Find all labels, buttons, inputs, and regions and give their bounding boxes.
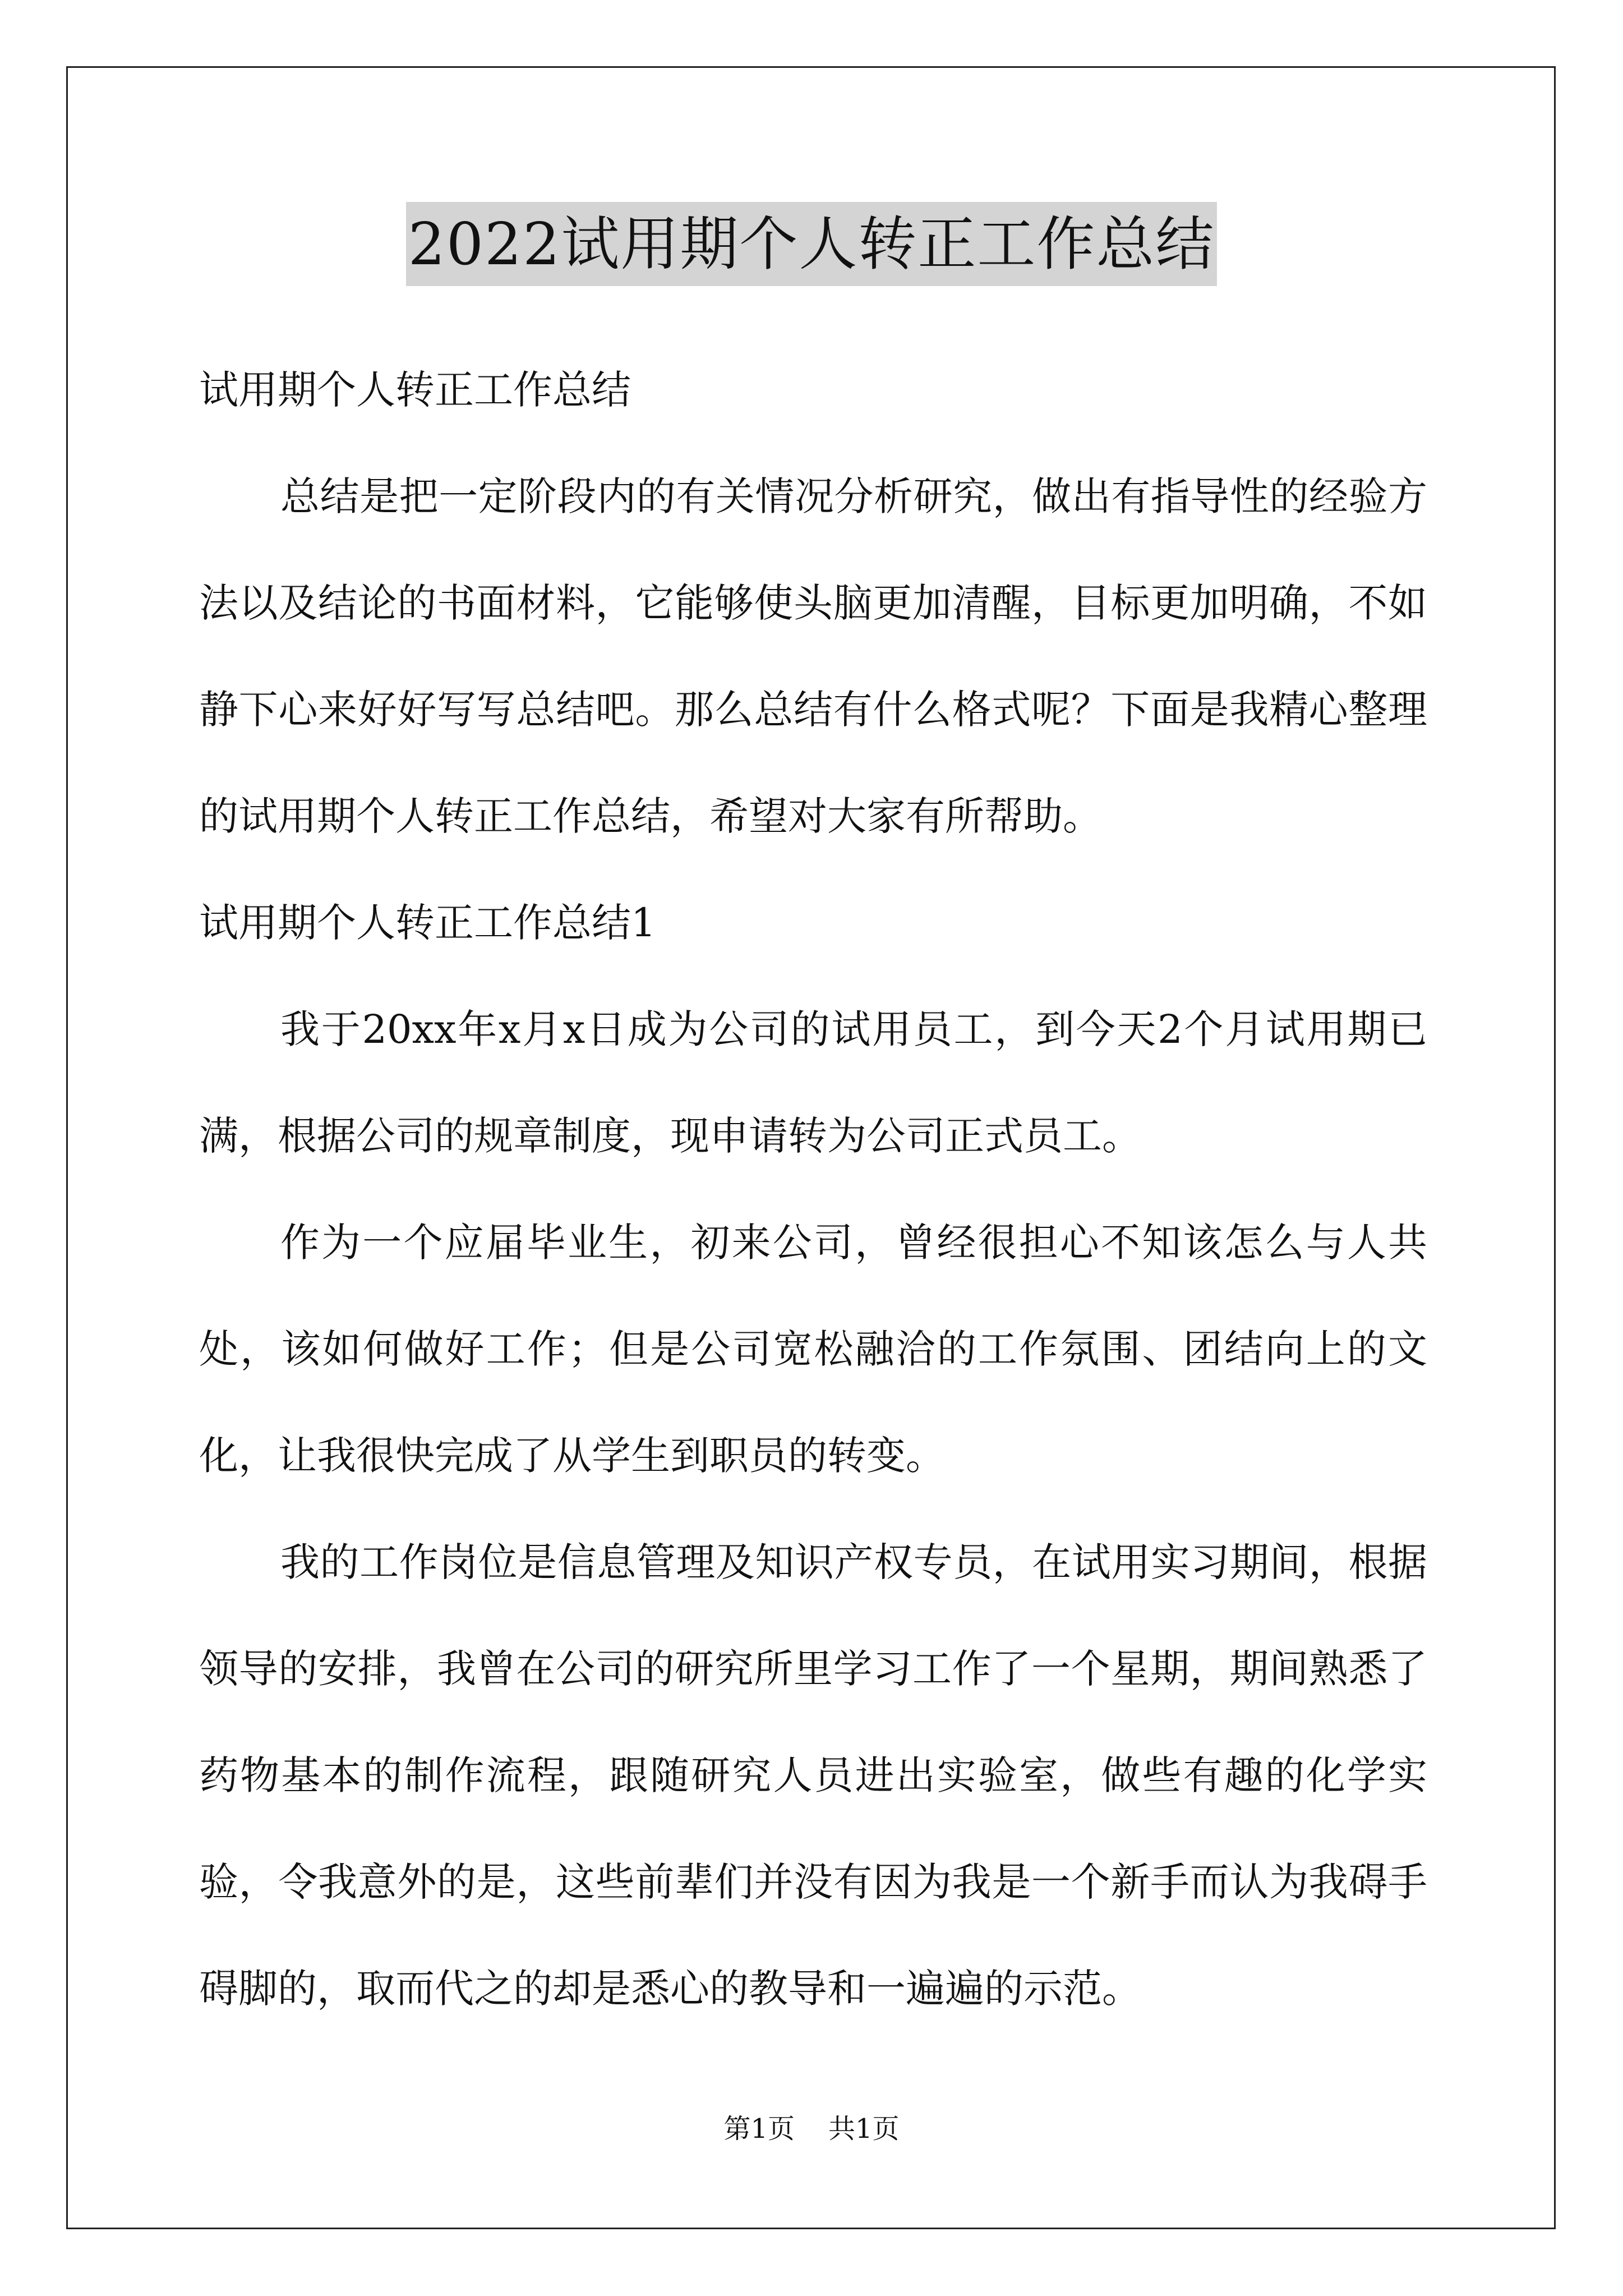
body-paragraph: 总结是把一定阶段内的有关情况分析研究，做出有指导性的经验方法以及结论的书面材料，它能够使头脑更加清醒，目标更加明确，不如静下心来好好写写总结吧。那么总结有什么格式呢？下面是我精心整理的试用期个人转正工作总结，希望对大家有所帮助。 <box>199 473 1427 839</box>
section-heading: 试用期个人转正工作总结 <box>199 367 631 413</box>
body-paragraph: 我的工作岗位是信息管理及知识产权专员，在试用实习期间，根据领导的安排，我曾在公司的研究所里学习工作了一个星期，期间熟悉了药物基本的制作流程，跟随研究人员进出实验室，做些有趣的化学实验，令我意外的是，这些前辈们并没有因为我是一个新手而认为我碍手碍脚的，取而代之的却是悉心的教导和一遍遍的示范。 <box>199 1539 1427 2012</box>
body-paragraph: 作为一个应届毕业生，初来公司，曾经很担心不知该怎么与人共处，该如何做好工作；但是公司宽松融洽的工作氛围、团结向上的文化，让我很快完成了从学生到职员的转变。 <box>199 1220 1427 1479</box>
document-body <box>199 337 1427 2042</box>
title-container <box>0 202 1623 286</box>
page-number-total: 共1页 <box>828 2113 900 2145</box>
page-number-current: 第1页 <box>723 2113 795 2145</box>
page-footer <box>0 2112 1623 2146</box>
body-paragraph: 我于20xx年x月x日成为公司的试用员工，到今天2个月试用期已满，根据公司的规章制度，现申请转为公司正式员工。 <box>199 1006 1427 1159</box>
section-heading: 试用期个人转正工作总结1 <box>199 900 656 946</box>
document-title: 2022试用期个人转正工作总结 <box>406 202 1218 286</box>
